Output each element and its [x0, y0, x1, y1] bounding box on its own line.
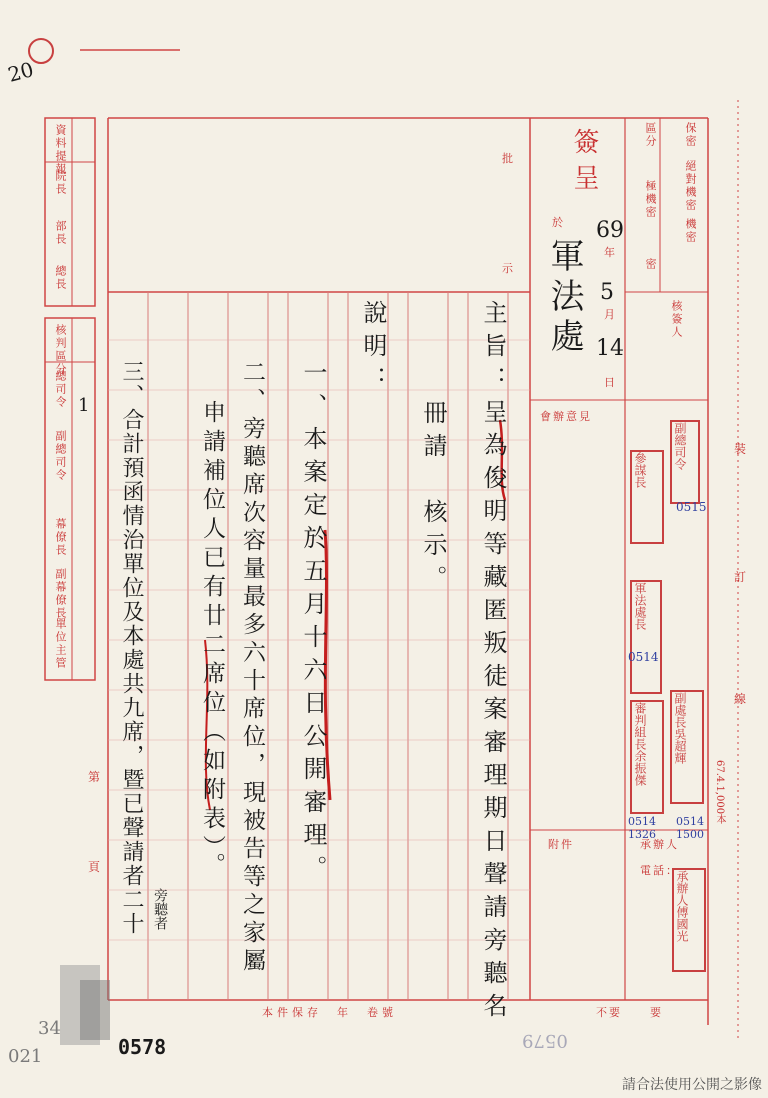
binding-mark-3: 線: [734, 692, 747, 706]
security-level-2: 極機密: [644, 180, 657, 219]
body-column-2: 冊請 核示。: [419, 400, 447, 598]
body-column-5: 二、旁聽席次容量最多六十席位，現被告等之家屬: [239, 360, 265, 976]
page-serial: 0578: [118, 1035, 167, 1059]
date-month: 5: [600, 280, 614, 305]
body-column-4: 一、本案定於五月十六日公開審理。: [299, 360, 327, 888]
signature-note: 旁聽者: [152, 888, 168, 930]
binding-mark-2: 訂: [734, 570, 747, 584]
body-column-1: 主旨：呈為俊明等藏匿叛徒案審理期日聲請旁聽名: [479, 300, 507, 1026]
left-box-1-row-2: 部長: [54, 220, 67, 246]
margin-number-1: 34: [38, 1018, 61, 1039]
date-day: 14: [596, 336, 624, 361]
left-box-2-row-1: 總司令: [54, 370, 67, 409]
security-level-4: 密: [644, 258, 657, 271]
stamp-chief-of-staff: [630, 450, 664, 544]
security-header-1: 保密: [684, 122, 697, 148]
faint-number: 0579: [522, 1030, 568, 1051]
hegian-label: 核簽人: [670, 300, 683, 339]
dianhua-label: 電話：: [640, 864, 679, 877]
form-code: 67.4.1,000本: [714, 760, 725, 825]
recipient: 軍法處: [544, 238, 584, 358]
stamp-division-chief: [630, 700, 664, 814]
date-day-unit: 日: [604, 376, 615, 389]
shi-label: 示: [502, 262, 513, 275]
corner-seal: [28, 38, 54, 64]
pi-label: 批: [502, 152, 513, 165]
stamp-chief-of-staff-text: 參謀長: [633, 452, 647, 488]
stamp-time-1: 0515: [676, 500, 707, 514]
margin-number-2: 021: [8, 1046, 43, 1067]
stamp-time-3: 0514 1326: [628, 815, 656, 841]
left-box-2-mark: 1: [78, 395, 90, 416]
yu-label: 於: [552, 216, 563, 229]
security-level-3: 機密: [684, 218, 697, 244]
retention-label: 本件保存 年 卷號: [262, 1006, 397, 1019]
body-column-7: 三、合計預函情治單位及本處共九席，暨已聲請者二十: [119, 360, 144, 936]
stamp-vice-commander-text: 副總司令: [673, 422, 687, 470]
stamp-vice-commander: [670, 420, 700, 504]
stamp-time-4: 0514 1500: [676, 815, 704, 841]
stamp-time-2: 0514: [628, 650, 659, 664]
page-label-di: 第: [88, 770, 101, 784]
fujian-label: 附件: [548, 838, 574, 851]
left-box-1-row-3: 總長: [54, 265, 67, 291]
left-box-2-row-2: 副總司令: [54, 430, 67, 482]
stamp-judge-director: [630, 580, 662, 694]
date-month-unit: 月: [604, 308, 615, 321]
body-column-6: 申請補位人已有廿二席位（如附表）。: [199, 400, 225, 882]
stamp-division-chief-text: 審判組長余振傑: [633, 702, 647, 786]
yao-label: 要: [650, 1006, 663, 1019]
left-box-2-row-3: 幕僚長: [54, 518, 67, 557]
stamp-vice-director: [670, 690, 704, 804]
left-box-1-row-1: 院長: [54, 170, 67, 196]
stamp-vice-director-text: 副處長吳超輝: [673, 692, 687, 764]
security-header-2: 區分: [644, 122, 657, 148]
date-year: 69: [596, 218, 624, 243]
stamp-clerk-text: 承辦人傅國光: [675, 870, 689, 942]
left-box-2-row-5: 單位主管: [54, 618, 67, 670]
body-column-3: 說明：: [359, 300, 387, 399]
doc-title: 簽呈: [569, 128, 599, 200]
date-year-unit: 年: [604, 246, 615, 259]
left-box-1-header: 資料提報: [54, 124, 67, 176]
corner-page-number: 20: [5, 57, 37, 87]
page-label-ye: 頁: [88, 860, 101, 874]
watermark-text: 請合法使用公開之影像: [622, 1077, 762, 1093]
stamp-clerk: [672, 868, 706, 972]
security-level-1: 絕對機密: [684, 160, 697, 212]
huiban-label: 會辦意見: [540, 410, 592, 423]
chengban-label: 承辦人: [640, 838, 679, 851]
binding-mark-1: 裝: [734, 442, 747, 456]
left-box-2-header: 核判區分: [54, 324, 67, 376]
left-box-2-row-4: 副幕僚長: [54, 568, 67, 620]
buyao-label: 不要: [596, 1006, 622, 1019]
stamp-judge-director-text: 軍法處長: [633, 582, 647, 630]
